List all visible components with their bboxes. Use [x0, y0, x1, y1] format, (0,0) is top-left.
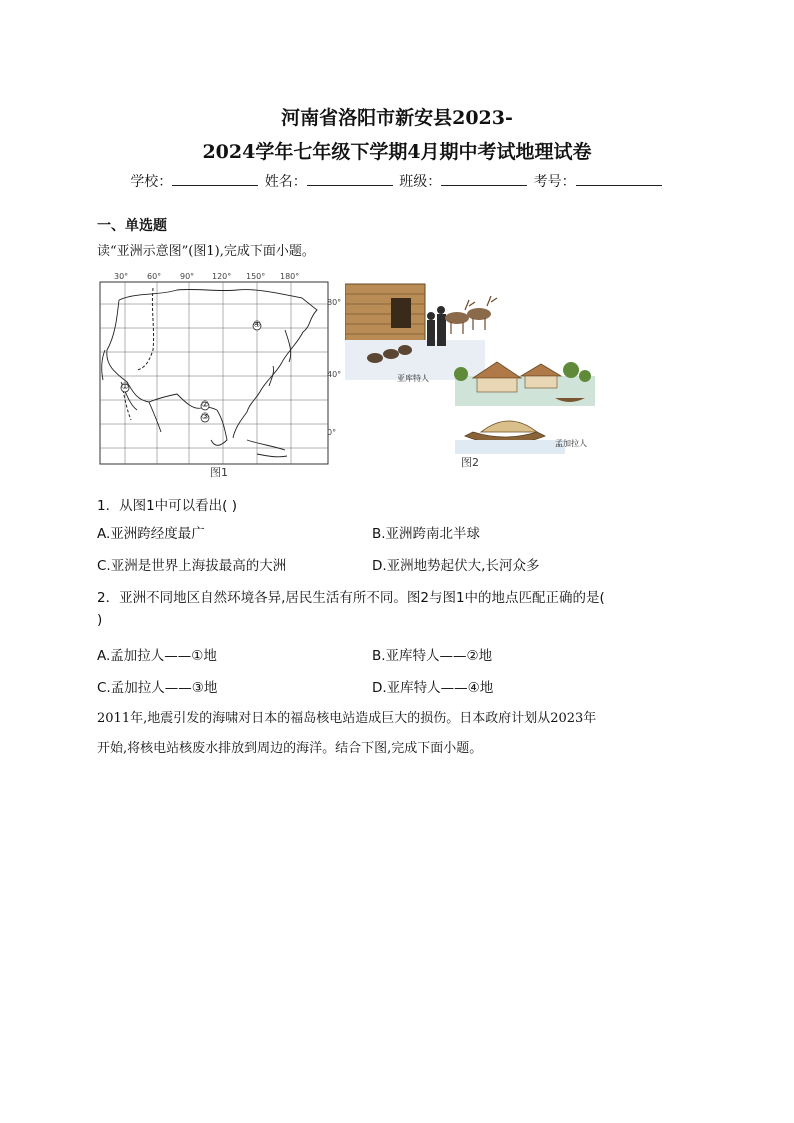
school-label: 学校： — [130, 174, 173, 190]
marker-3: ③ — [201, 412, 210, 422]
marker-4: ④ — [253, 320, 262, 330]
q2-option-a[interactable]: A.孟加拉人——①地 — [97, 648, 217, 664]
lon-label-120: 120° — [212, 272, 232, 281]
figure2-caption: 图2 — [461, 456, 479, 469]
q1-option-c[interactable]: C.亚洲是世界上海拔最高的大洲 — [97, 558, 287, 574]
lat-label-80: 80° — [327, 298, 342, 307]
exam-no-blank[interactable] — [576, 173, 662, 186]
marker-2: ② — [201, 400, 210, 410]
marker-1: ① — [121, 382, 130, 392]
q1-stem: 1．从图1中可以看出( ) — [97, 498, 238, 514]
q2-option-d[interactable]: D.亚库特人——④地 — [372, 680, 494, 696]
intro-text-2-line2: 开始,将核电站核废水排放到周边的海洋。结合下图,完成下面小题。 — [97, 741, 483, 756]
school-blank[interactable] — [172, 173, 258, 186]
lon-label-30: 30° — [114, 272, 129, 281]
lon-label-150: 150° — [246, 272, 266, 281]
section-heading: 一、单选题 — [97, 218, 167, 234]
lon-label-180: 180° — [280, 272, 300, 281]
q1-option-b[interactable]: B.亚洲跨南北半球 — [372, 526, 481, 542]
q1-option-a[interactable]: A.亚洲跨经度最广 — [97, 526, 205, 542]
name-blank[interactable] — [307, 173, 393, 186]
name-label: 姓名： — [264, 174, 307, 190]
lat-label-40: 40° — [327, 370, 342, 379]
student-info-line — [0, 171, 794, 191]
exam-no-label: 考号： — [533, 174, 576, 190]
q1-option-d[interactable]: D.亚洲地势起伏大,长河众多 — [372, 558, 540, 574]
q2-stem: 2．亚洲不同地区自然环境各异,居民生活有所不同。图2与图1中的地点匹配正确的是( — [97, 590, 605, 606]
yakut-scene — [345, 284, 497, 380]
lon-label-60: 60° — [147, 272, 162, 281]
lat-label-0: 0° — [327, 428, 337, 437]
class-label: 班级： — [399, 174, 442, 190]
q2-stem-continued: ) — [97, 612, 103, 628]
q2-option-b[interactable]: B.亚库特人——②地 — [372, 648, 493, 664]
figure2-illustrations — [345, 280, 605, 470]
asia-map-svg — [97, 270, 337, 480]
label-bengali: 孟加拉人 — [555, 439, 587, 448]
figure1-asia-map — [97, 270, 342, 480]
figure1-caption: 图1 — [210, 466, 228, 479]
label-yakut: 亚库特人 — [397, 374, 429, 383]
intro-text-2-line1: 2011年,地震引发的海啸对日本的福岛核电站造成巨大的损伤。日本政府计划从2023年 — [97, 711, 597, 726]
lon-label-90: 90° — [180, 272, 195, 281]
exam-title-line1: 河南省洛阳市新安县2023- — [281, 107, 513, 129]
intro-text-1: 读“亚洲示意图”(图1),完成下面小题。 — [97, 244, 315, 259]
q2-option-c[interactable]: C.孟加拉人——③地 — [97, 680, 218, 696]
class-blank[interactable] — [441, 173, 527, 186]
exam-title-line2: 2024学年七年级下学期4月期中考试地理试卷 — [202, 141, 592, 163]
